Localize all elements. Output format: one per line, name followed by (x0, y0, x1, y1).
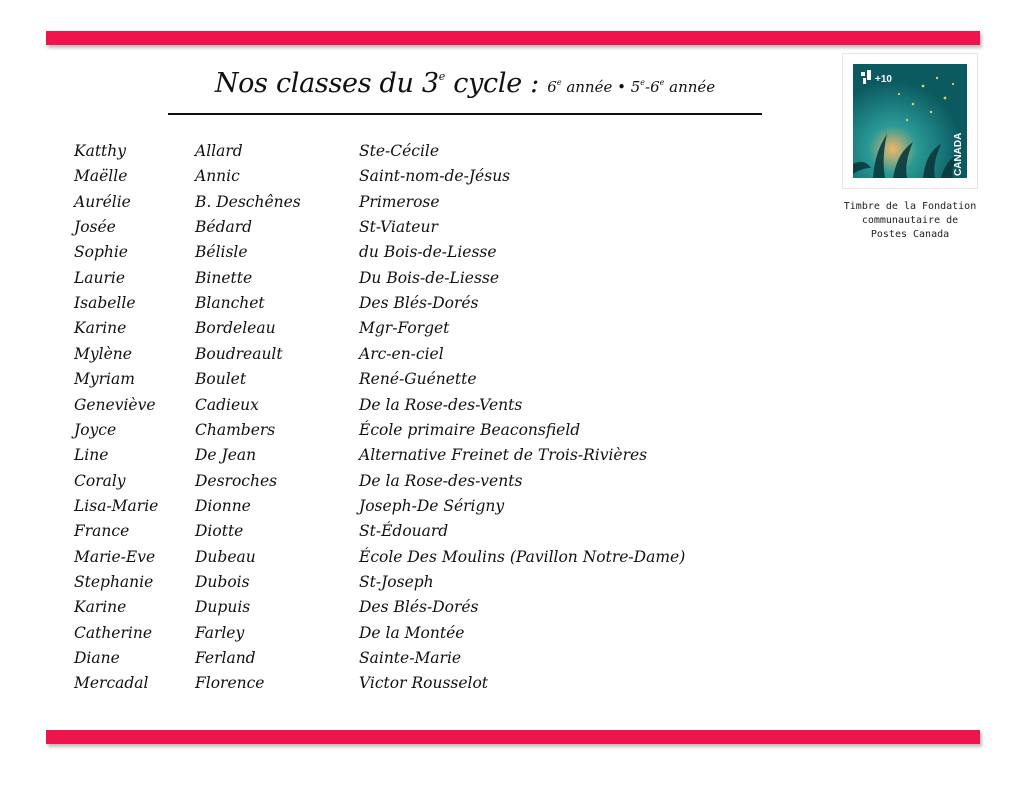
first-name: Mylène (74, 344, 132, 363)
first-name: Geneviève (74, 395, 156, 414)
last-name: Bordeleau (195, 319, 276, 338)
last-name: Bélisle (195, 243, 248, 262)
school-name: Ste-Cécile (359, 142, 440, 160)
first-name: Line (74, 446, 109, 465)
last-name: De Jean (195, 446, 257, 465)
school-name: Saint-nom-de-Jésus (359, 167, 511, 186)
first-name: Myriam (74, 370, 135, 389)
school-name: Alternative Freinet de Trois-Rivières (359, 446, 648, 465)
school-name: St-Viateur (359, 218, 438, 237)
first-name: Maëlle (74, 167, 128, 186)
school-name: De la Montée (359, 623, 465, 642)
first-name: Marie-Eve (74, 547, 156, 566)
first-name: Karine (74, 319, 127, 338)
last-name: Annic (195, 167, 240, 186)
last-name: Diotte (195, 522, 244, 541)
last-name: Blanchet (195, 294, 265, 313)
first-name: Catherine (74, 623, 153, 642)
bottom-accent-bar (46, 730, 980, 744)
title-underline (168, 113, 762, 115)
last-name: Dupuis (195, 598, 251, 617)
school-name: École primaire Beaconsfield (359, 420, 581, 439)
first-name: Lisa-Marie (74, 496, 159, 515)
last-name: Binette (195, 268, 253, 287)
school-name: Arc-en-ciel (359, 344, 444, 363)
school-name: St-Joseph (359, 572, 434, 591)
last-name: Dubeau (195, 547, 256, 566)
last-name: Allard (195, 142, 243, 160)
last-name: Boulet (195, 370, 247, 389)
first-name: Stephanie (74, 572, 154, 591)
last-name: Dubois (195, 572, 250, 591)
last-name: Boudreault (195, 344, 283, 363)
svg-text:CANADA: CANADA (953, 132, 964, 176)
school-name: Des Blés-Dorés (359, 598, 479, 617)
school-name: Mgr-Forget (359, 319, 450, 338)
school-name: De la Rose-des-vents (359, 471, 523, 490)
first-name: Joyce (74, 420, 117, 439)
first-name: France (74, 522, 130, 541)
page-subtitle: 6e année • 5e-6e année (547, 78, 716, 96)
last-name: Florence (195, 674, 265, 693)
first-name: Aurélie (74, 192, 131, 211)
last-name: Chambers (195, 420, 276, 439)
school-name: Du Bois-de-Liesse (359, 268, 500, 287)
first-name: Sophie (74, 243, 128, 262)
last-name: Cadieux (195, 395, 259, 414)
school-name: Victor Rousselot (359, 674, 489, 693)
first-name: Josée (74, 218, 116, 237)
last-name: B. Deschênes (195, 192, 301, 211)
school-name: Sainte-Marie (359, 649, 462, 667)
first-name: Mercadal (74, 674, 149, 693)
school-name: École Des Moulins (Pavillon Notre-Dame) (359, 547, 686, 566)
first-name: Laurie (74, 268, 126, 287)
last-name: Farley (195, 623, 245, 642)
postage-stamp (842, 53, 978, 189)
first-name: Diane (74, 649, 120, 667)
school-name: St-Édouard (359, 522, 449, 541)
first-name: Coraly (74, 471, 126, 490)
first-name: Katthy (74, 142, 127, 160)
last-name: Desroches (195, 471, 278, 490)
stamp-caption: Timbre de la Fondation communautaire de Postes Canada (843, 201, 977, 240)
school-name: Des Blés-Dorés (359, 294, 479, 313)
svg-text:+10: +10 (875, 74, 892, 85)
school-name: du Bois-de-Liesse (359, 243, 497, 262)
stamp-illustration (853, 64, 967, 178)
school-name: Primerose (359, 192, 440, 211)
last-name: Ferland (195, 649, 256, 667)
school-name: Joseph-De Sérigny (359, 496, 505, 515)
page-title: Nos classes du 3e cycle : 6e année • 5e-6e année (214, 68, 716, 99)
last-name: Bédard (195, 218, 253, 237)
school-name: René-Guénette (359, 370, 477, 389)
school-name: De la Rose-des-Vents (359, 395, 523, 414)
first-name: Karine (74, 598, 127, 617)
last-name: Dionne (195, 496, 251, 515)
top-accent-bar (46, 31, 980, 45)
first-name: Isabelle (74, 294, 136, 313)
